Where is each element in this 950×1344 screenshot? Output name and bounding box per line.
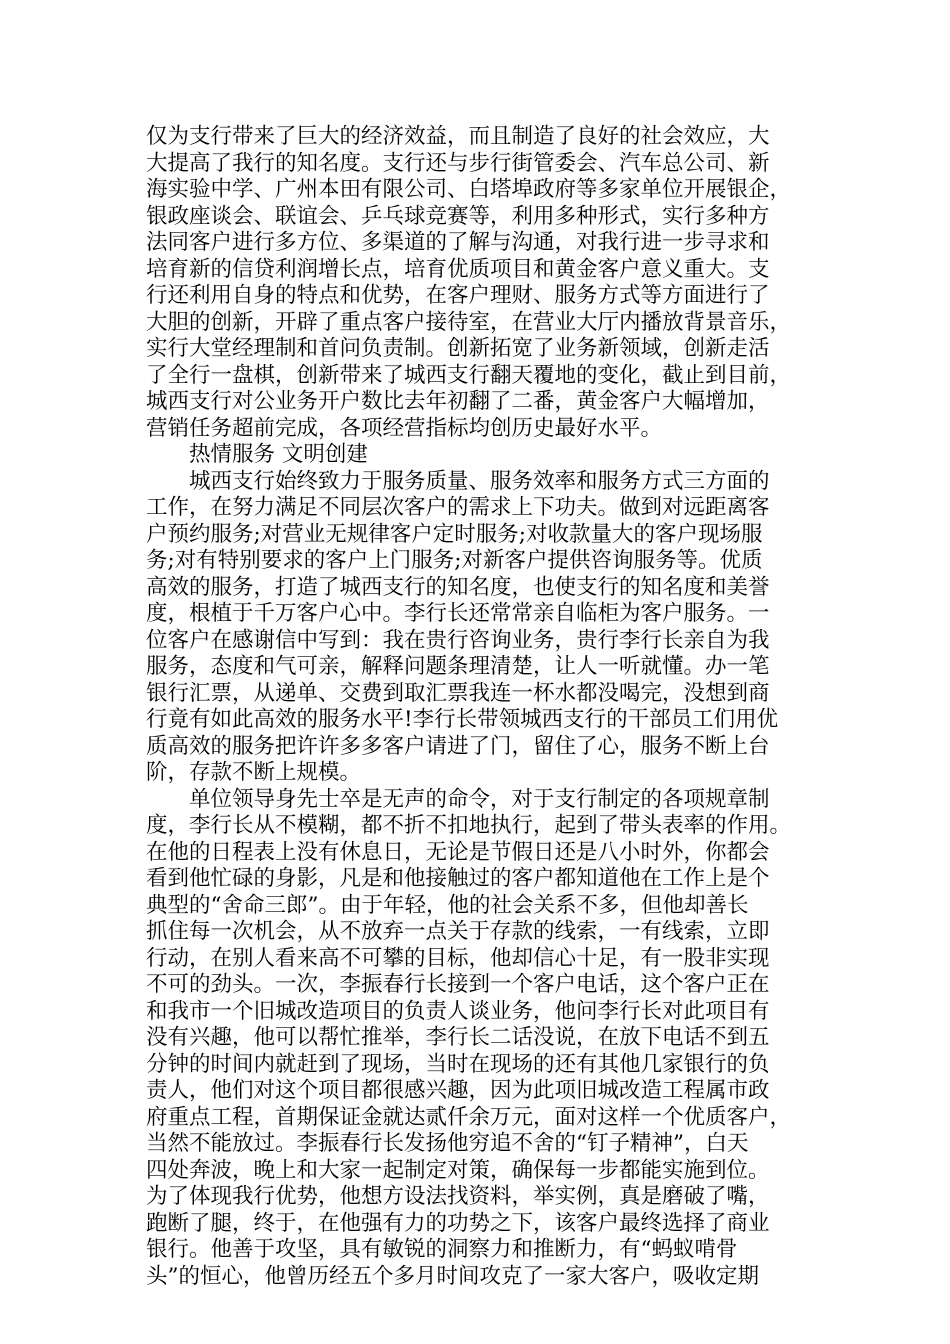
text-line: 跑断了腿，终于，在他强有力的功势之下，该客户最终选择了商业 <box>146 1210 770 1236</box>
text-line: 务;对有特别要求的客户上门服务;对新客户提供咨询服务等。优质 <box>146 548 763 573</box>
text-line: 抓住每一次机会，从不放弃一点关于存款的线索，一有线索，立即 <box>146 919 770 944</box>
document-body <box>146 124 812 1290</box>
text-line: 不可的劲头。一次，李振春行长接到一个客户电话，这个客户正在 <box>146 972 770 997</box>
text-line: 当然不能放过。李振春行长发扬他穷追不舍的“钉子精神”，白天 <box>146 1131 749 1156</box>
text-line: 大胆的创新，开辟了重点客户接待室，在营业大厅内播放背景音乐， <box>146 309 792 335</box>
text-line: 城西支行对公业务开户数比去年初翻了二番，黄金客户大幅增加， <box>146 389 770 414</box>
text-line: 培育新的信贷利润增长点，培育优质项目和黄金客户意义重大。支 <box>146 256 770 282</box>
text-line: 大提高了我行的知名度。支行还与步行街管委会、汽车总公司、新 <box>146 150 770 176</box>
text-line: 银行汇票，从递单、交费到取汇票我连一杯水都没喝完，没想到商 <box>146 680 770 706</box>
text-line: 四处奔波，晚上和大家一起制定对策，确保每一步都能实施到位。 <box>146 1157 770 1183</box>
text-line: 看到他忙碌的身影，凡是和他接触过的客户都知道他在工作上是个 <box>146 866 770 891</box>
text-line: 典型的“舍命三郎”。由于年轻，他的社会关系不多，但他却善长 <box>146 892 749 918</box>
text-line: 了全行一盘棋，创新带来了城西支行翻天覆地的变化，截止到目前， <box>146 362 792 388</box>
text-line: 银政座谈会、联谊会、乒乓球竞赛等，利用多种形式，实行多种方 <box>146 203 770 229</box>
text-line: 头”的恒心，他曾历经五个多月时间攻克了一家大客户，吸收定期 <box>146 1263 759 1289</box>
text-line: 责人，他们对这个项目都很感兴趣，因为此项旧城改造工程属市政 <box>146 1078 770 1103</box>
text-line: 服务，态度和气可亲，解释问题条理清楚，让人一听就懂。办一笔 <box>146 654 770 679</box>
text-line: 在他的日程表上没有休息日，无论是节假日还是八小时外，你都会 <box>146 839 770 865</box>
text-line: 海实验中学、广州本田有限公司、白塔埠政府等多家单位开展银企， <box>146 177 792 202</box>
text-line: 行动，在别人看来高不可攀的目标，他却信心十足，有一股非实现 <box>146 945 770 971</box>
text-line: 为了体现我行优势，他想方设法找资料，举实例，真是磨破了嘴， <box>146 1184 770 1209</box>
text-line: 户预约服务;对营业无规律客户定时服务;对收款量大的客户现场服 <box>146 521 763 547</box>
text-line: 法同客户进行多方位、多渠道的了解与沟通，对我行进一步寻求和 <box>146 230 770 255</box>
text-line: 和我市一个旧城改造项目的负责人谈业务，他问李行长对此项目有 <box>146 998 770 1024</box>
text-line: 位客户在感谢信中写到：我在贵行咨询业务，贵行李行长亲自为我 <box>146 627 770 653</box>
paragraph-2 <box>146 469 812 787</box>
text-line: 度，李行长从不模糊，都不折不扣地执行，起到了带头表率的作用。 <box>146 813 792 838</box>
text-line: 没有兴趣，他可以帮忙推举，李行长二话没说，在放下电话不到五 <box>146 1025 770 1050</box>
section-heading: 热情服务 文明创建 <box>189 442 368 467</box>
text-line: 度，根植于千万客户心中。李行长还常常亲自临柜为客户服务。一 <box>146 601 770 626</box>
text-line: 行还利用自身的特点和优势，在客户理财、服务方式等方面进行了 <box>146 283 770 308</box>
text-line: 质高效的服务把许许多多客户请进了门，留住了心，服务不断上台 <box>146 733 770 759</box>
text-line: 实行大堂经理制和首问负责制。创新拓宽了业务新领域，创新走活 <box>146 336 770 361</box>
text-line: 单位领导身先士卒是无声的命令，对于支行制定的各项规章制 <box>189 786 770 812</box>
text-line: 高效的服务，打造了城西支行的知名度，也使支行的知名度和美誉 <box>146 574 770 600</box>
text-line: 营销任务超前完成，各项经营指标均创历史最好水平。 <box>146 415 663 441</box>
text-line: 府重点工程，首期保证金就达贰仟余万元，面对这样一个优质客户， <box>146 1104 792 1130</box>
paragraph-3 <box>146 787 812 1291</box>
text-line: 分钟的时间内就赶到了现场，当时在现场的还有其他几家银行的负 <box>146 1051 770 1077</box>
text-line: 行竟有如此高效的服务水平!李行长带领城西支行的干部员工们用优 <box>146 707 779 732</box>
text-line: 仅为支行带来了巨大的经济效益，而且制造了良好的社会效应，大 <box>146 124 770 149</box>
text-line: 阶，存款不断上规模。 <box>146 760 362 785</box>
text-line: 城西支行始终致力于服务质量、服务效率和服务方式三方面的 <box>189 468 770 494</box>
paragraph-1 <box>146 124 812 442</box>
text-line: 银行。他善于攻坚，具有敏锐的洞察力和推断力，有“蚂蚁啃骨 <box>146 1237 738 1262</box>
text-line: 工作，在努力满足不同层次客户的需求上下功夫。做到对远距离客 <box>146 495 770 520</box>
